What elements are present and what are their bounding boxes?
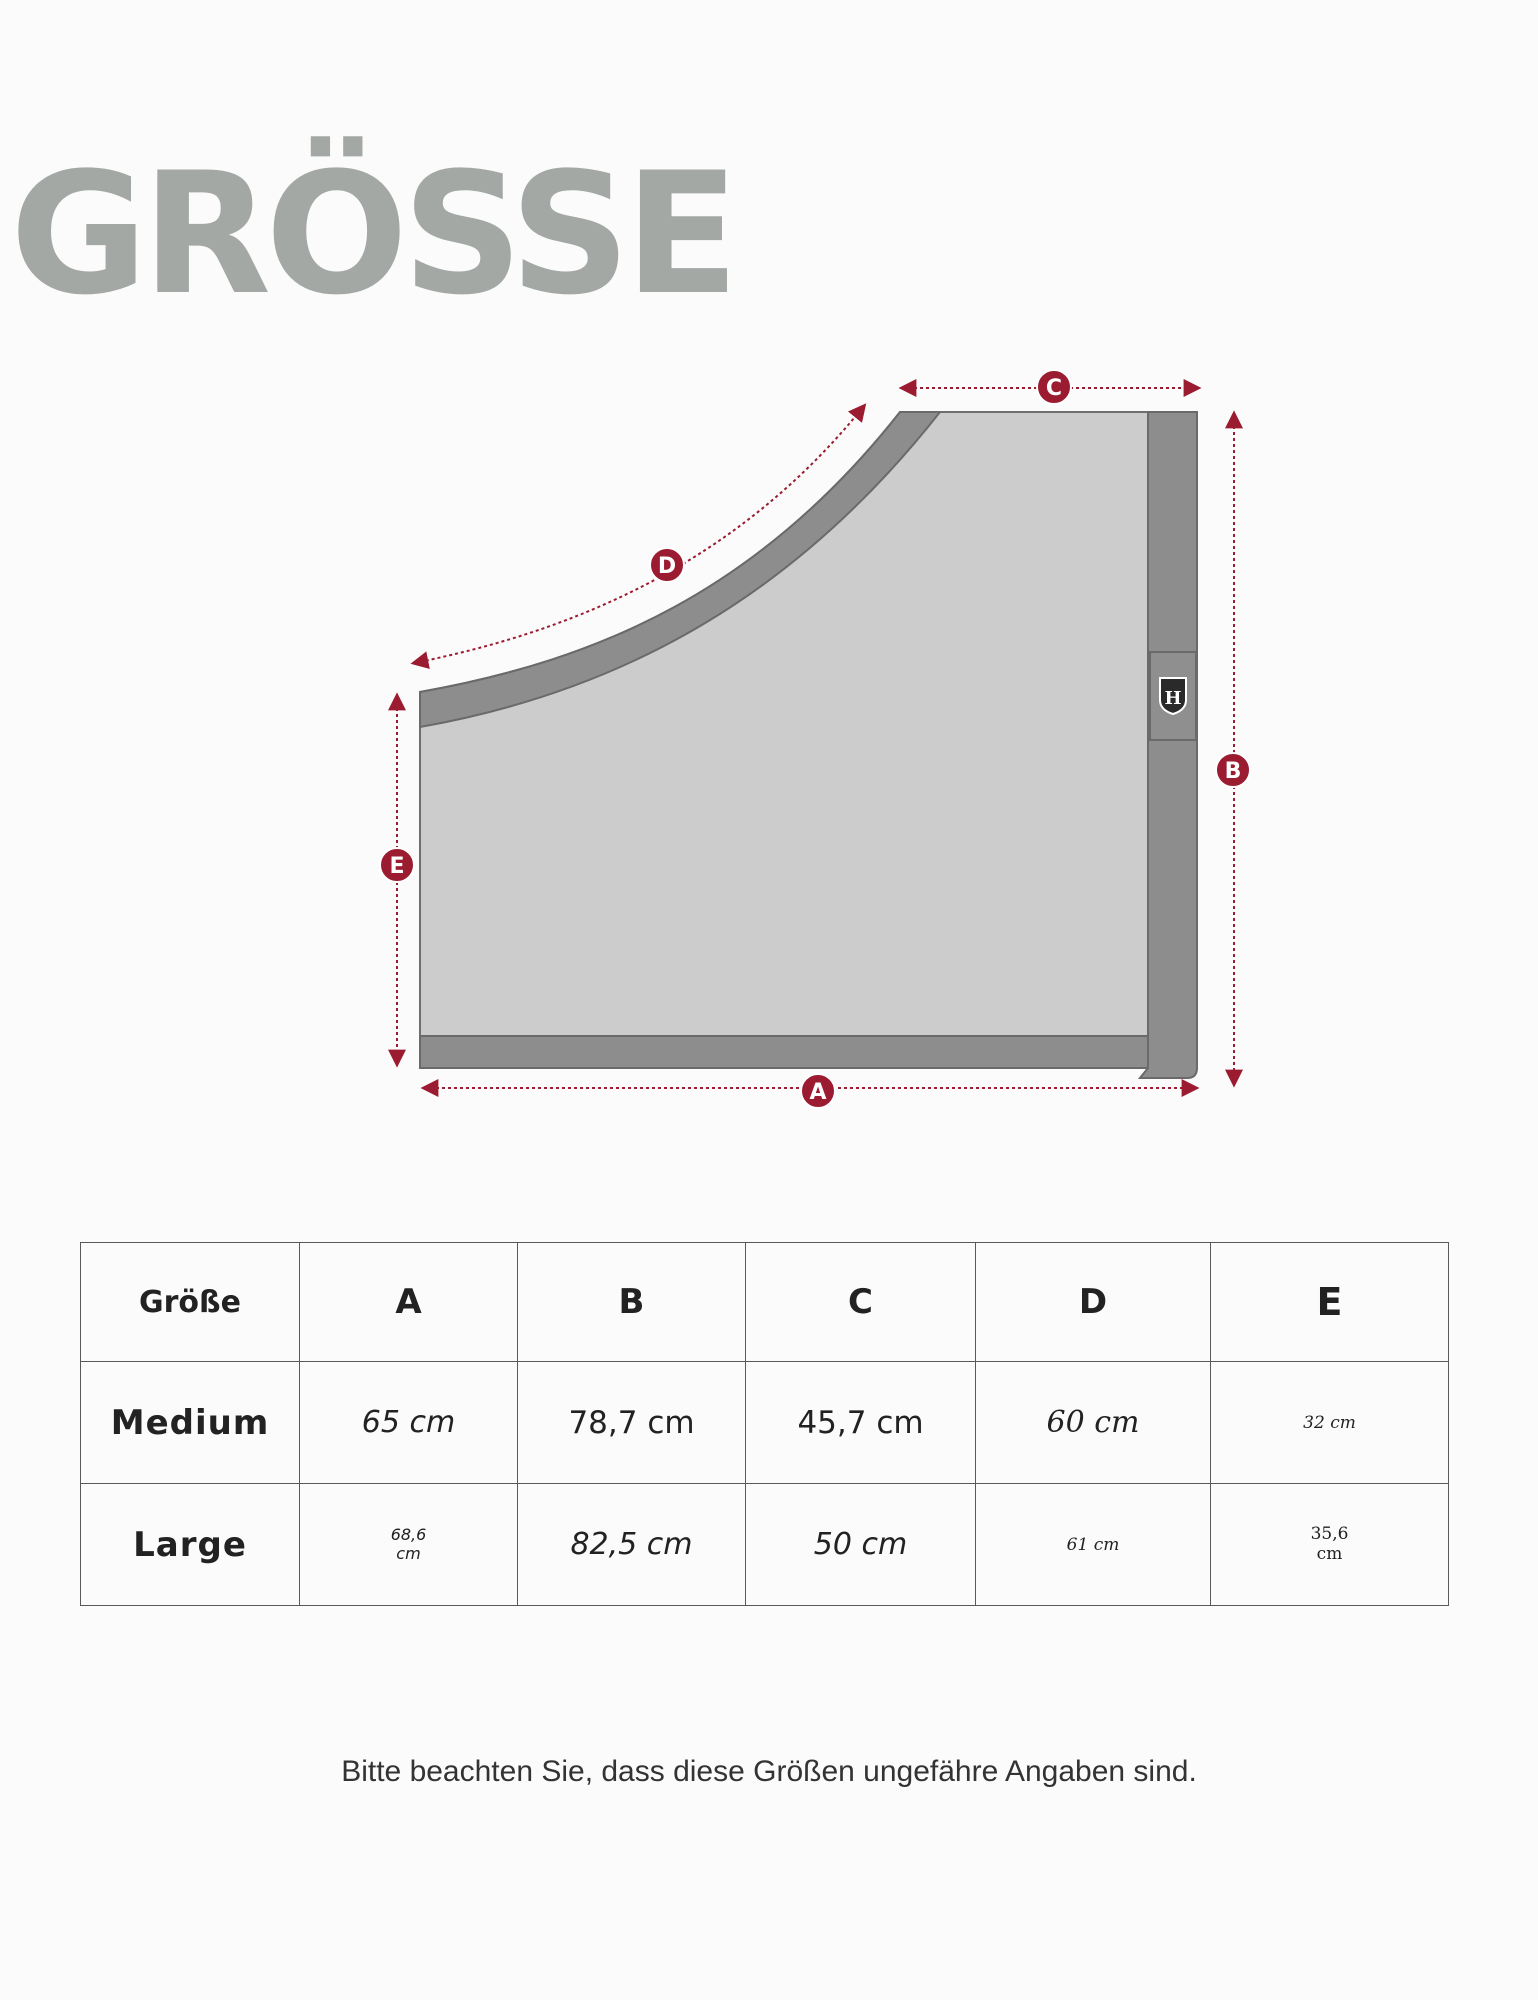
cell-large-d: 61 cm [976, 1484, 1211, 1606]
marker-d [650, 548, 684, 582]
logo-letter: H [1164, 688, 1182, 709]
cell-large-b: 82,5 cm [518, 1484, 746, 1606]
row-name-medium: Medium [81, 1362, 300, 1484]
disclaimer-note: Bitte beachten Sie, dass diese Größen ungefähre Angaben sind. [341, 1755, 1197, 1788]
shield-icon [1160, 678, 1186, 714]
marker-e-label: E [389, 854, 405, 879]
cell-large-e-value: 35,6 [1310, 1523, 1349, 1544]
cell-large-e [1211, 1484, 1449, 1606]
cell-large-e-unit: cm [1316, 1543, 1343, 1564]
page-title: GRÖSSE [10, 136, 734, 332]
size-table [80, 1242, 1449, 1606]
header-b: B [518, 1243, 746, 1362]
cell-medium-e: 32 cm [1211, 1362, 1449, 1484]
marker-b-label: B [1224, 759, 1242, 784]
cell-medium-d: 60 cm [976, 1362, 1211, 1484]
header-e: E [1211, 1243, 1449, 1362]
table-row [81, 1362, 1449, 1484]
header-size: Größe [81, 1243, 300, 1362]
header-a: A [300, 1243, 518, 1362]
marker-a-label: A [809, 1080, 827, 1105]
pad-body [420, 412, 1170, 1068]
cell-large-a-unit: cm [396, 1543, 421, 1563]
table-row [81, 1484, 1449, 1606]
marker-e [380, 848, 414, 882]
marker-c-label: C [1045, 376, 1063, 401]
cell-large-c: 50 cm [746, 1484, 976, 1606]
table-header-row [81, 1243, 1449, 1362]
marker-d-label: D [657, 554, 677, 579]
row-name-large: Large [81, 1484, 300, 1606]
marker-b [1216, 753, 1250, 787]
marker-a [801, 1074, 835, 1108]
cell-large-a [300, 1484, 518, 1606]
cell-medium-a: 65 cm [300, 1362, 518, 1484]
cell-large-a-value: 68,6 [390, 1525, 427, 1545]
cell-medium-b: 78,7 cm [518, 1362, 746, 1484]
header-d: D [976, 1243, 1211, 1362]
pad-binding-right [1140, 412, 1197, 1078]
marker-c [1037, 370, 1071, 404]
header-c: C [746, 1243, 976, 1362]
pad-binding-bottom [420, 1036, 1150, 1068]
cell-medium-c: 45,7 cm [746, 1362, 976, 1484]
